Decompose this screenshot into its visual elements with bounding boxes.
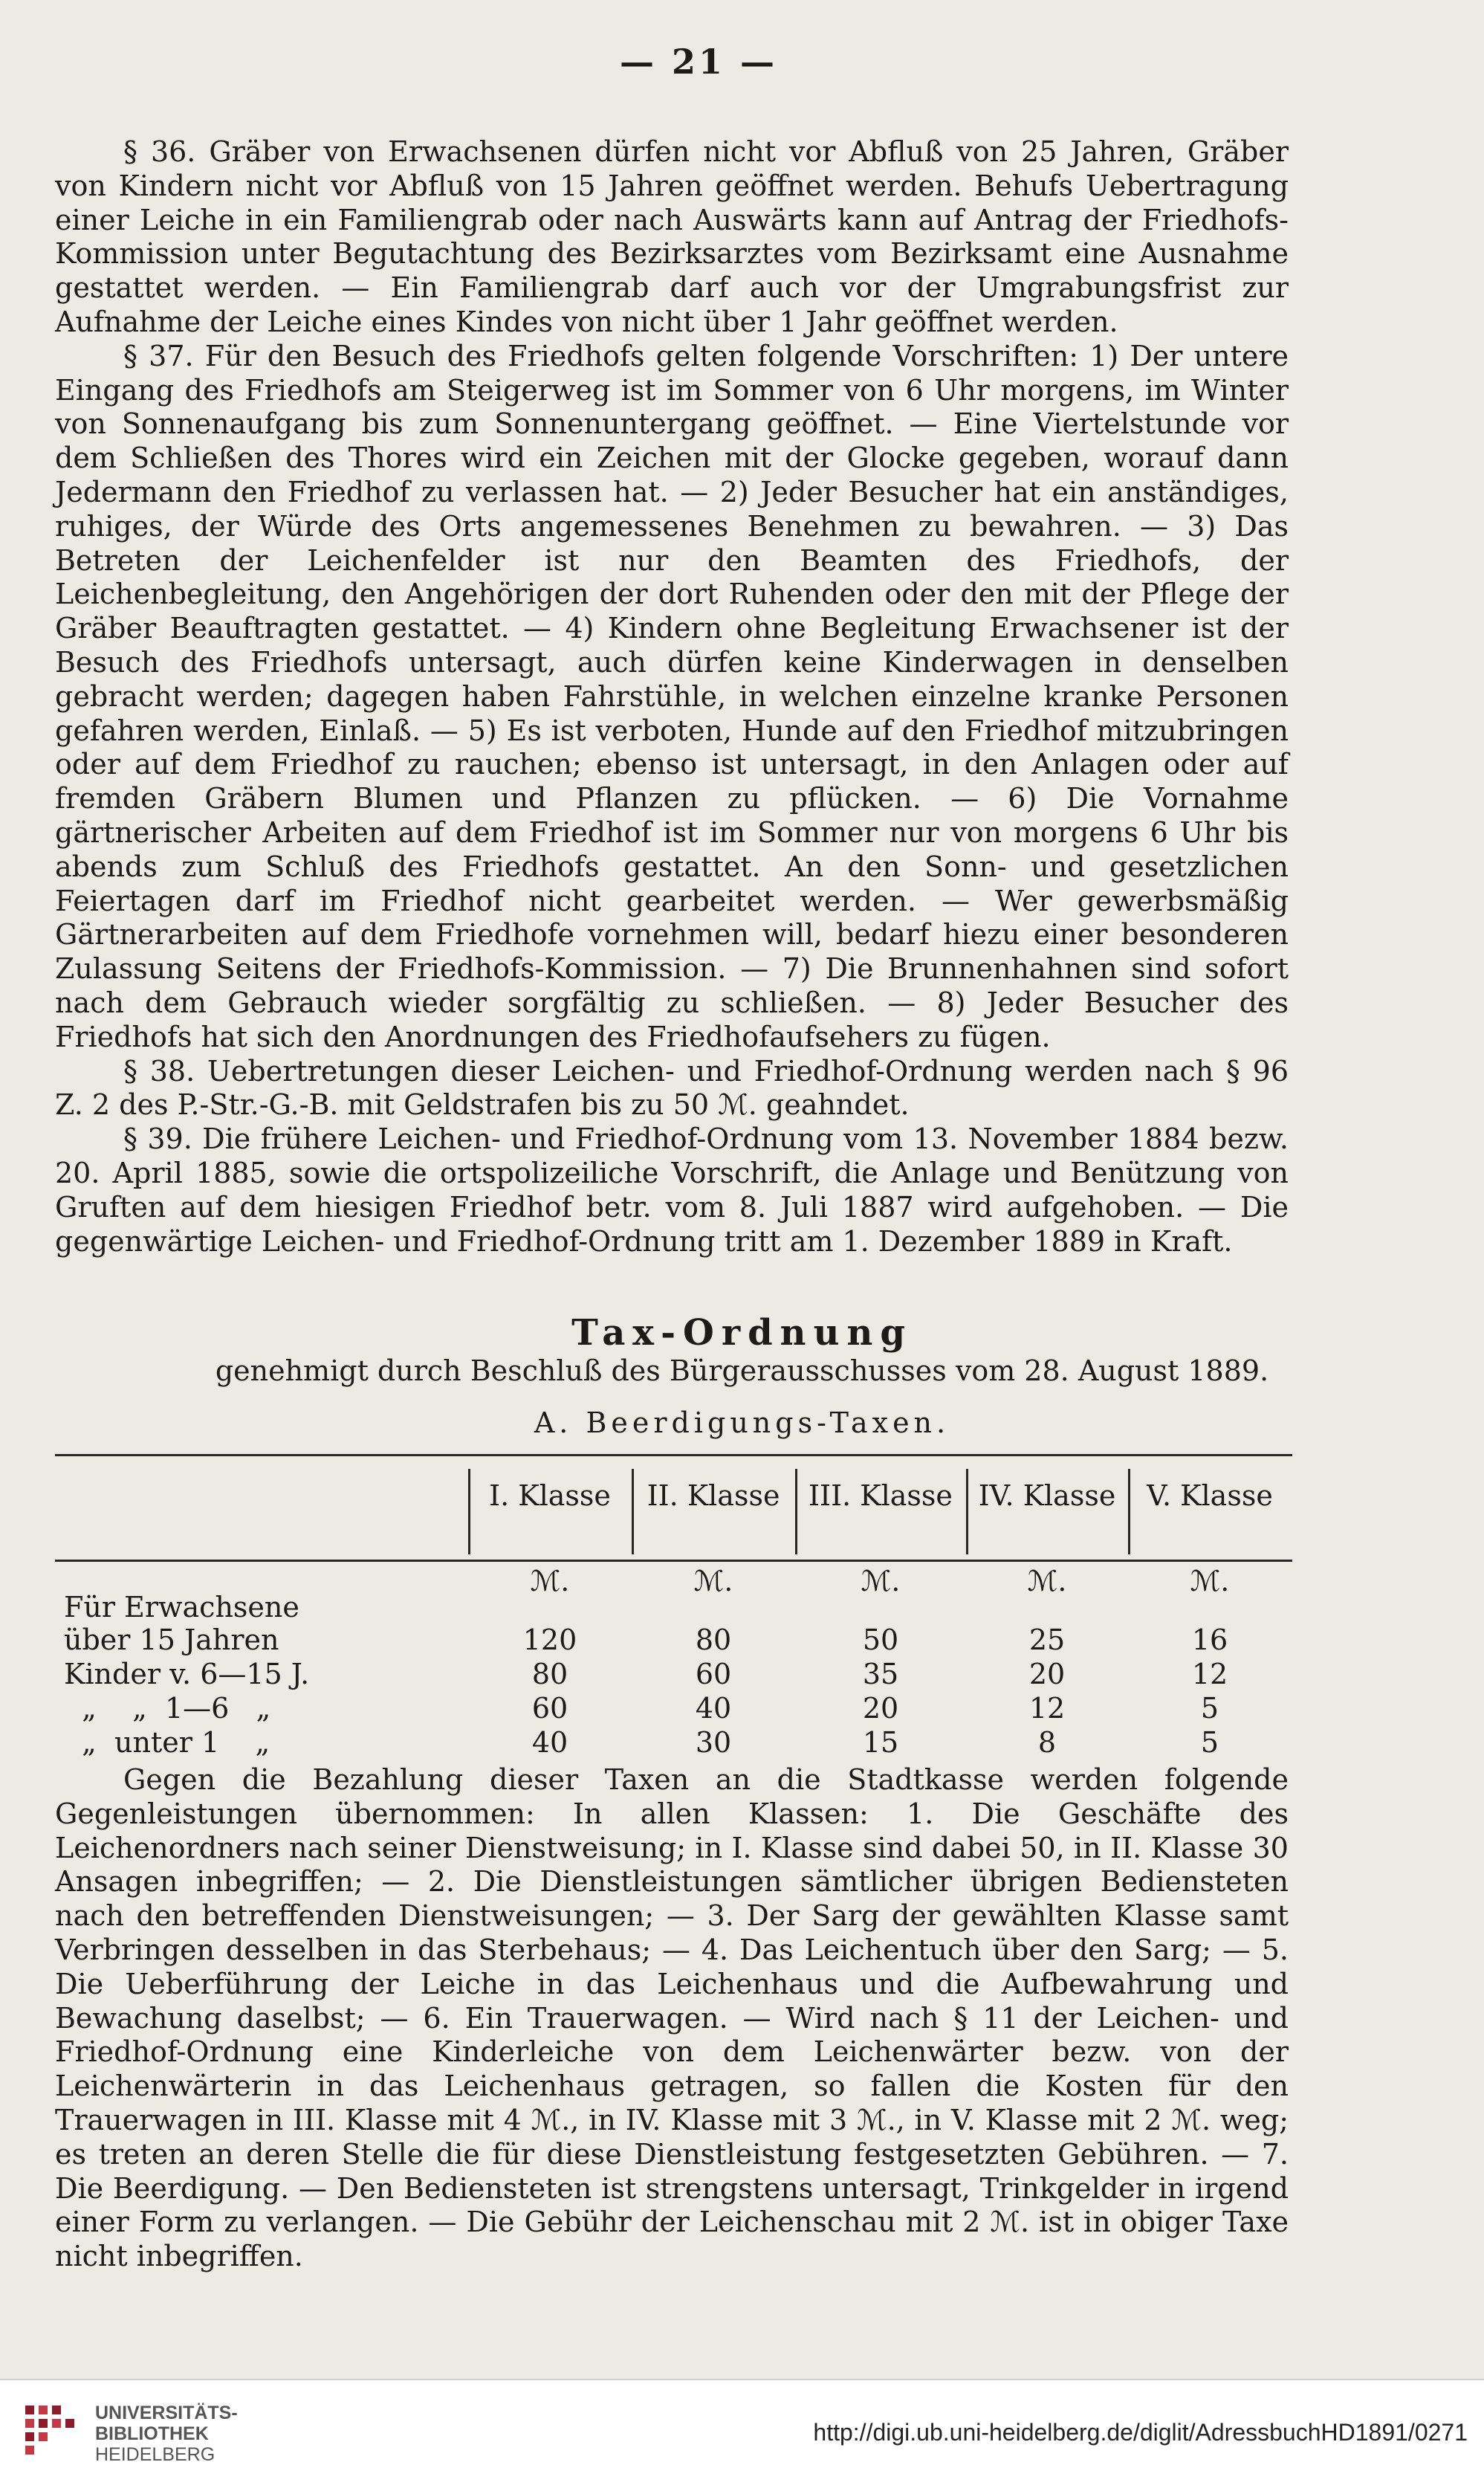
source-url-link[interactable]: http://digi.ub.uni-heidelberg.de/diglit/AdressbuchHD1891/0271 — [813, 2419, 1468, 2446]
table-cell: 35 — [862, 1658, 899, 1690]
table-cell: 8 — [1037, 1726, 1057, 1759]
currency-unit: ℳ. — [1190, 1565, 1230, 1597]
table-cell: 50 — [862, 1623, 899, 1656]
viewer-footer — [0, 2379, 1484, 2491]
table-cell: 20 — [1028, 1658, 1066, 1690]
table-cell: 15 — [862, 1726, 899, 1759]
library-name[interactable]: UNIVERSITÄTS- BIBLIOTHEK HEIDELBERG — [95, 2403, 238, 2465]
tax-order-approval: genehmigt durch Beschluß des Bürgerausschusses vom 28. August 1889. — [215, 1354, 1269, 1387]
table-cell: 120 — [522, 1623, 577, 1656]
currency-unit: ℳ. — [861, 1565, 901, 1597]
regulations-text — [55, 135, 1289, 1259]
paragraph-39: § 39. Die frühere Leichen- und Friedhof-Ordnung vom 13. November 1884 bezw. 20. April 1885, sowie die ortspolizeiliche Vorschrift, die Anlage und Benützung von Gruften auf dem hiesigen Friedhof betr. vom 8. Juli 1887 wird aufgehoben. — Die gegenwärtige Leichen- und Friedhof-Ordnung tritt am 1. Dezember 1889 in Kraft. — [55, 1122, 1289, 1258]
table-cell: 12 — [1028, 1692, 1066, 1725]
services-text — [55, 1763, 1289, 2274]
row-group-label: Für Erwachsene — [64, 1591, 299, 1623]
table-header-rule — [55, 1560, 1292, 1562]
column-header-1: I. Klasse — [489, 1479, 611, 1512]
table-cell: 60 — [695, 1658, 732, 1690]
table-cell: 40 — [531, 1726, 568, 1759]
row-label: Kinder v. 6—15 J. — [64, 1658, 310, 1690]
paragraph-37: § 37. Für den Besuch des Friedhofs gelten folgende Vorschriften: 1) Der untere Eingang des Friedhofs am Steigerweg ist im Sommer von 6 Uhr morgens, im Winter von Sonnenaufgang bis zum Sonnenuntergang geöffnet. — Eine Viertelstunde vor dem Schließen des Thores wird ein Zeichen mit der Glocke gegeben, worauf dann Jedermann den Friedhof zu verlassen hat. — 2) Jeder Besucher hat ein anständiges, ruhiges, der Würde des Orts angemessenes Benehmen zu bewahren. — 3) Das Betreten der Leichenfelder ist nur den Beamten des Friedhofs, der Leichenbegleitung, den Angehörigen der dort Ruhenden oder den mit der Pflege der Gräber Beauftragten gestattet. — 4) Kindern ohne Begleitung Erwachsener ist der Besuch des Friedhofs untersagt, auch dürfen keine Kinderwagen in denselben gebracht werden; dagegen haben Fahrstühle, in welchen einzelne kranke Personen gefahren werden, Einlaß. — 5) Es ist verboten, Hunde auf den Friedhof mitzubringen oder auf dem Friedhof zu rauchen; ebenso ist untersagt, in den Anlagen oder auf fremden Gräbern Blumen und Pflanzen zu pflücken. — 6) Die Vornahme gärtnerischer Arbeiten auf dem Friedhof ist im Sommer nur von morgens 6 Uhr bis abends zum Schluß des Friedhofs gestattet. An den Sonn- und gesetzlichen Feiertagen darf im Friedhof nicht gearbeitet werden. — Wer gewerbsmäßig Gärtnerarbeiten auf dem Friedhofe vornehmen will, bedarf hiezu einer besonderen Zulassung Seitens der Friedhofs-Kommission. — 7) Die Brunnenhahnen sind sofort nach dem Gebrauch wieder sorgfältig zu schließen. — 8) Jeder Besucher des Friedhofs hat sich den Anordnungen des Friedhofaufsehers zu fügen. — [55, 339, 1289, 1053]
table-cell: 60 — [531, 1692, 568, 1725]
tax-order-heading: Tax-Ordnung — [571, 1312, 913, 1354]
table-cell: 16 — [1191, 1623, 1228, 1656]
paragraph-services: Gegen die Bezahlung dieser Taxen an die Stadtkasse werden folgende Gegenleistungen übernommen: In allen Klassen: 1. Die Geschäfte des Leichenordners nach seiner Dienstweisung; in I. Klasse sind dabei 50, in II. Klasse 30 Ansagen inbegriffen; — 2. Die Dienstleistungen sämtlicher übrigen Bediensteten nach den betreffenden Dienstweisungen; — 3. Der Sarg der gewählten Klasse samt Verbringen desselben in das Sterbehaus; — 4. Das Leichentuch über den Sarg; — 5. Die Ueberführung der Leiche in das Leichenhaus und die Aufbewahrung und Bewachung daselbst; — 6. Ein Trauerwagen. — Wird nach § 11 der Leichen- und Friedhof-Ordnung eine Kinderleiche von dem Leichenwärter bezw. von der Leichenwärterin in das Leichenhaus getragen, so fallen die Kosten für den Trauerwagen in III. Klasse mit 4 ℳ., in IV. Klasse mit 3 ℳ., in V. Klasse mit 2 ℳ. weg; es treten an deren Stelle die für diese Dienstleistung festgesetzten Gebühren. — 7. Die Beerdigung. — Den Bediensteten ist strengstens untersagt, Trinkgelder in irgend einer Form zu verlangen. — Die Gebühr der Leichenschau mit 2 ℳ. ist in obiger Taxe nicht inbegriffen. — [55, 1763, 1289, 2273]
table-cell: 5 — [1200, 1726, 1219, 1759]
table-cell: 40 — [695, 1692, 732, 1725]
column-header-3: III. Klasse — [809, 1479, 953, 1512]
column-header-5: V. Klasse — [1147, 1479, 1273, 1512]
row-label: „ „ 1—6 „ — [64, 1692, 271, 1725]
library-logo-icon — [19, 2398, 86, 2465]
currency-unit: ℳ. — [530, 1565, 570, 1597]
row-label: über 15 Jahren — [64, 1623, 279, 1656]
paragraph-38: § 38. Uebertretungen dieser Leichen- und Friedhof-Ordnung werden nach § 96 Z. 2 des P.-Str.-G.-B. mit Geldstrafen bis zu 50 ℳ. geahndet. — [55, 1054, 1289, 1122]
page-number: — 21 — — [619, 42, 778, 82]
table-cell: 80 — [531, 1658, 568, 1690]
table-cell: 20 — [862, 1692, 899, 1725]
paragraph-36: § 36. Gräber von Erwachsenen dürfen nicht vor Abfluß von 25 Jahren, Gräber von Kindern nicht vor Abfluß von 15 Jahren geöffnet werden. Behufs Uebertragung einer Leiche in ein Familiengrab oder nach Auswärts kann auf Antrag der Friedhofs-Kommission unter Begutachtung des Bezirksarztes vom Bezirksamt eine Ausnahme gestattet werden. — Ein Familiengrab darf auch vor der Umgrabungsfrist zur Aufnahme der Leiche eines Kindes von nicht über 1 Jahr geöffnet werden. — [55, 135, 1289, 338]
table-cell: 80 — [695, 1623, 732, 1656]
table-cell: 12 — [1191, 1658, 1228, 1690]
column-header-4: IV. Klasse — [978, 1479, 1116, 1512]
table-cell: 25 — [1028, 1623, 1066, 1656]
section-title: A. Beerdigungs-Taxen. — [534, 1406, 950, 1439]
table-cell: 30 — [695, 1726, 732, 1759]
column-header-2: II. Klasse — [647, 1479, 780, 1512]
currency-unit: ℳ. — [1027, 1565, 1067, 1597]
row-label: „ unter 1 „ — [64, 1726, 270, 1759]
table-cell: 5 — [1200, 1692, 1219, 1725]
currency-unit: ℳ. — [693, 1565, 733, 1597]
table-top-rule — [55, 1454, 1292, 1456]
